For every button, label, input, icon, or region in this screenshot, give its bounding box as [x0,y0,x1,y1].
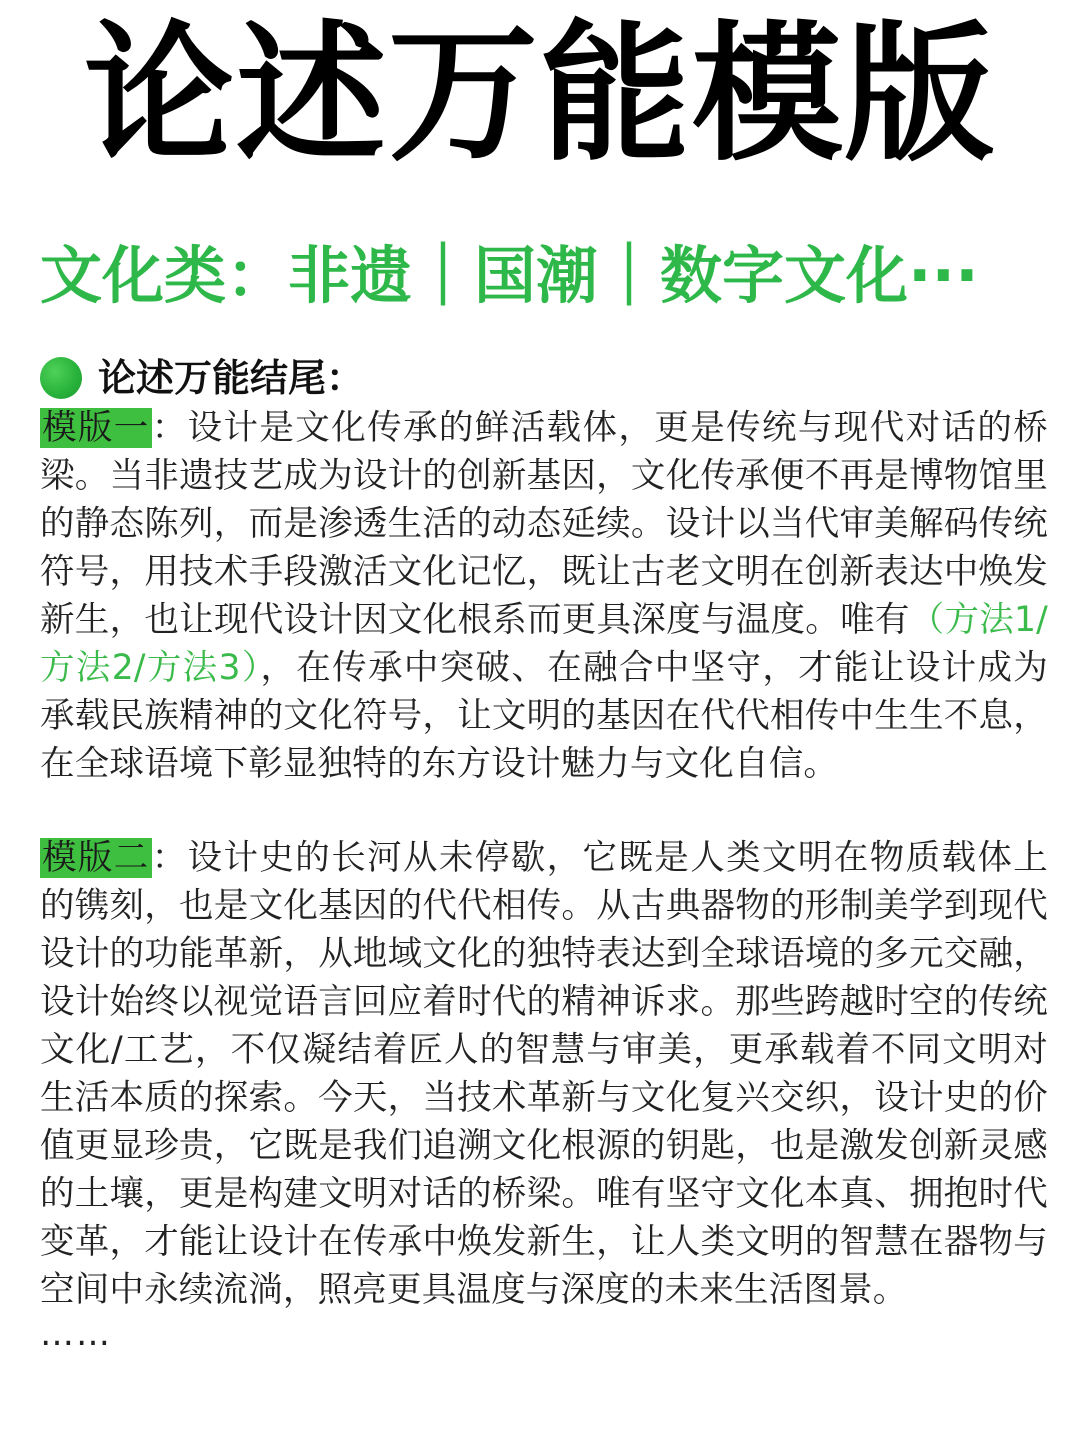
section-heading [40,352,364,404]
template-two-paragraph [40,834,1048,1314]
template-one-text-b: ，在传承中突破、在融合中坚守，才能让设计成为承载民族精神的文化符号，让文明的基因在代代相传中生生不息，在全球语境下彰显独特的东方设计魅力与文化自信。 [40,648,1048,784]
section-heading-text: 论述万能结尾： [98,356,365,400]
template-two-label: 模版二 [42,838,150,878]
template-one-paragraph [40,404,1048,788]
template-one-label: 模版一 [42,408,150,448]
template-one-text-a: ：设计是文化传承的鲜活载体，更是传统与现代对话的桥梁。当非遗技艺成为设计的创新基因，文化传承便不再是博物馆里的静态陈列，而是渗透生活的动态延续。设计以当代审美解码传统符号，用技术手段激活文化记忆，既让古老文明在创新表达中焕发新生，也让现代设计因文化根系而更具深度与温度。唯有 [40,408,1048,640]
page-title: 论述万能模版 [83,8,996,182]
ellipsis: …… [40,1314,112,1354]
template-two-text: ：设计史的长河从未停歇，它既是人类文明在物质载体上的镌刻，也是文化基因的代代相传。从古典器物的形制美学到现代设计的功能革新，从地域文化的独特表达到全球语境的多元交融，设计始终以视觉语言回应着时代的精神诉求。那些跨越时空的传统文化/工艺，不仅凝结着匠人的智慧与审美，更承载着不同文明对生活本质的探索。今天，当技术革新与文化复兴交织，设计史的价值更显珍贵，它既是我们追溯文化根源的钥匙，也是激发创新灵感的土壤，更是构建文明对话的桥梁。唯有坚守文化本真、拥抱时代变革，才能让设计在传承中焕发新生，让人类文明的智慧在器物与空间中永续流淌，照亮更具温度与深度的未来生活图景。 [40,838,1048,1310]
template-one-methods-highlight: （方法1/方法2/方法3） [40,600,1049,688]
green-circle-icon [40,357,82,399]
category-subtitle: 文化类：非遗｜国潮｜数字文化··· [40,239,979,312]
